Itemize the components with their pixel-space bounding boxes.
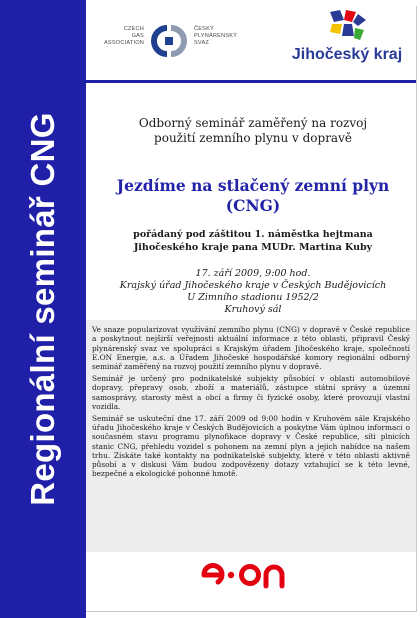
cgs-logo-right-text: ČESKÝ PLYNÁRENSKÝ SVAZ (194, 26, 238, 46)
event-address: U Zimního stadionu 1952/2 (187, 292, 319, 303)
sidebar-band (0, 0, 86, 618)
region-logo-text: Jihočeský kraj (291, 46, 403, 63)
seminar-title: Jezdíme na stlačený zemní plyn (CNG) (116, 176, 390, 215)
event-details (86, 268, 420, 316)
cgs-logo (94, 24, 254, 60)
main-content (86, 0, 420, 618)
cgs-logo-left-text: CZECH GAS ASSOCIATION (103, 26, 144, 46)
seminar-intro: Odborný seminář zaměřený na rozvoj použití zemního plynu v dopravě (138, 116, 368, 145)
event-date: 17. září 2009, 9:00 hod. (195, 268, 311, 279)
eon-logo (198, 556, 288, 592)
event-room: Kruhový sál (224, 304, 282, 315)
description-paragraph-3: Seminář se uskuteční dne 17. září 2009 od 9:00 hodin v Kruhovém sále Krajského úřadu Jihočeského kraje v Českých Budějovicích a poskytne Vám úplnou informaci o současném stavu programu plynofikace dopravy v České republice, síti plnicích stanic CNG, přehledu vozidel s pohonem na zemní plyn a jejich nabídce na našem trhu. Získáte také kontakty na podnikatelské subjekty, které v této oblasti aktivně působí a v diskusi Vám budou zodpovězeny dotazy vztahující se k této levné, bezpečné a ekologické pohonné hmotě. (92, 413, 410, 479)
region-logo-icon (326, 8, 368, 44)
description-paragraph-1: Ve snaze popularizovat využívání zemního plynu (CNG) v dopravě v České republice a poskytnout nejširší veřejnosti aktuální informace z této oblasti, připravil Český plynárenský svaz ve spolupráci s Krajským úřadem Jihočeského kraje, společností E.ON Energie, a.s. a Úřadem Jihočeské hospodářské komory regionální odborný seminář zaměřený na rozvoj použití zemního plynu v dopravě. (92, 325, 410, 372)
auspices-text: pořádaný pod záštitou 1. náměstka hejtmana Jihočeského kraje pana MUDr. Martina Kuby (133, 229, 373, 253)
cgs-logo-icon (148, 24, 190, 58)
description-paragraph-2: Seminář je určený pro podnikatelské subjekty působící v oblasti automobilové dopravy, přepravy osob, zboží a materiálů, zástupce státní správy a územní samosprávy, starosty měst a obcí a firmy či fyzické osoby, které provozují vlastní vozidla. (92, 373, 410, 411)
description-box (86, 320, 416, 552)
sidebar-title: Regionální seminář CNG (24, 112, 61, 506)
description-text (92, 325, 410, 481)
event-venue: Krajský úřad Jihočeského kraje v Českých Budějovicích (119, 280, 387, 291)
page-frame-right (416, 6, 417, 612)
region-logo (282, 8, 412, 68)
page-frame-bottom (86, 611, 417, 612)
header-divider (86, 80, 416, 83)
